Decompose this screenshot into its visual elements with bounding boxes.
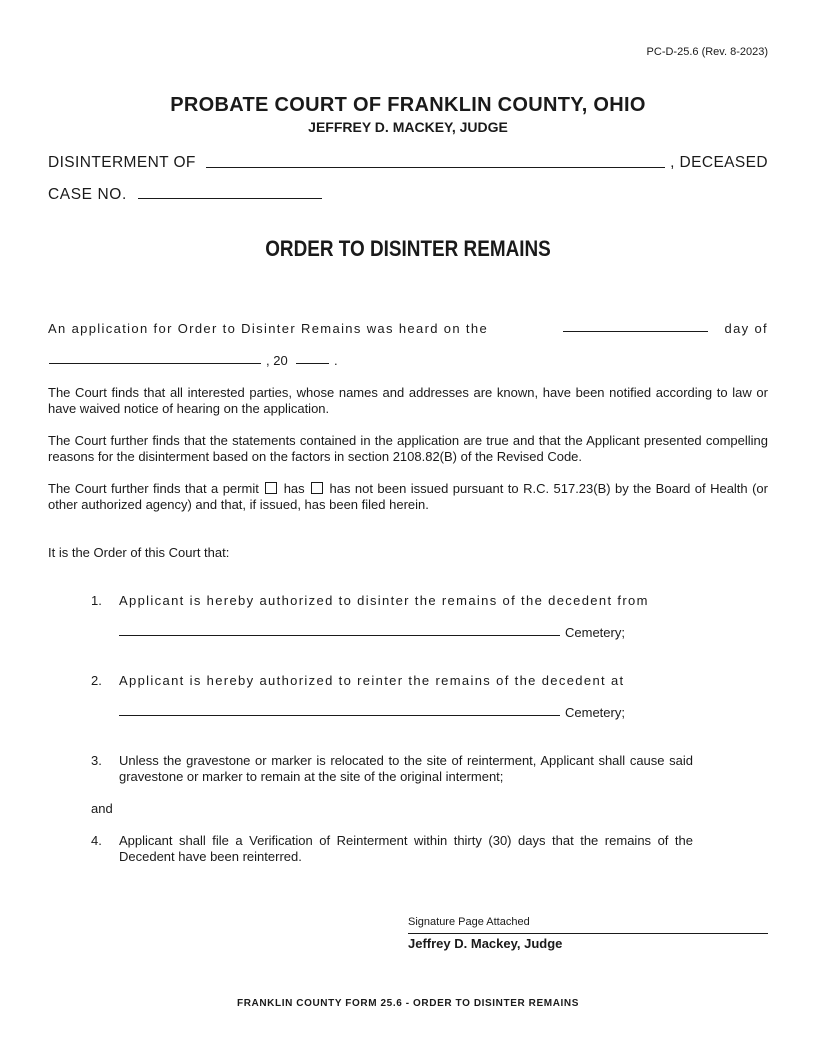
permit-has-checkbox[interactable] [265,482,277,494]
reinter-cemetery-field[interactable] [119,715,560,716]
finding-paragraph-3 [48,481,768,513]
item-3-text: Unless the gravestone or marker is relocated to the site of reinterment, Applicant shall cause said gravestone or marker to remain at the site of the original interment; [119,753,693,784]
hearing-year-field[interactable] [296,363,329,364]
hearing-day-field[interactable] [563,331,708,332]
case-no-label: CASE NO. [48,186,127,203]
disinter-cemetery-field[interactable] [119,635,560,636]
item-1-text: Applicant is hereby authorized to disinter the remains of the decedent from [119,593,649,608]
item-4-text: Applicant shall file a Verification of Reinterment within thirty (30) days that the remains of the Decedent have been reinterred. [119,833,693,864]
form-footer: FRANKLIN COUNTY FORM 25.6 - ORDER TO DISINTER REMAINS [236,998,579,1009]
permit-lead-text: The Court further finds that a permit [48,481,259,496]
finding-paragraph-2: The Court further finds that the statements contained in the application are true and that the Applicant presented compelling reasons for the disinterment based on the factors in section 2108.82(B) of the Revised Code. [48,433,768,464]
day-of-label: day of [724,321,768,336]
decedent-name-field[interactable] [206,167,665,168]
judge-signature-name: Jeffrey D. Mackey, Judge [408,936,563,951]
item-2-text: Applicant is hereby authorized to reinter the remains of the decedent at [119,673,625,688]
item-1-number: 1. [91,593,102,608]
case-number-field[interactable] [138,198,322,199]
hearing-month-field[interactable] [49,363,261,364]
order-intro: It is the Order of this Court that: [48,545,230,560]
item-2-number: 2. [91,673,102,688]
and-connector: and [91,801,113,816]
finding-paragraph-1: The Court finds that all interested parties, whose names and addresses are known, have been notified according to law or have waived notice of hearing on the application. [48,385,768,416]
disinterment-of-label: DISINTERMENT OF [48,154,196,171]
judge-name: JEFFREY D. MACKEY, JUDGE [308,119,508,135]
permit-has-label: has [283,481,305,496]
year-prefix-label: , 20 [266,353,288,368]
period-label: . [334,353,338,368]
item-4-number: 4. [91,833,102,848]
item-2-cemetery-label: Cemetery; [565,705,625,720]
item-3-number: 3. [91,753,102,768]
form-number: PC-D-25.6 (Rev. 8-2023) [646,46,768,58]
permit-rest-text: has not been issued pursuant to R.C. 517.23(B) by the Board of Health (or other authorized agency) and that, if issued, has been filed herein. [48,481,768,512]
hearing-lead: An application for Order to Disinter Remains was heard on the [48,321,489,336]
item-1-cemetery-label: Cemetery; [565,625,625,640]
permit-has-not-checkbox[interactable] [311,482,323,494]
signature-page-note: Signature Page Attached [408,916,530,928]
signature-line [408,933,768,934]
page-title: ORDER TO DISINTER REMAINS [265,236,551,261]
court-name: PROBATE COURT OF FRANKLIN COUNTY, OHIO [170,94,646,116]
deceased-label: , DECEASED [670,154,768,171]
